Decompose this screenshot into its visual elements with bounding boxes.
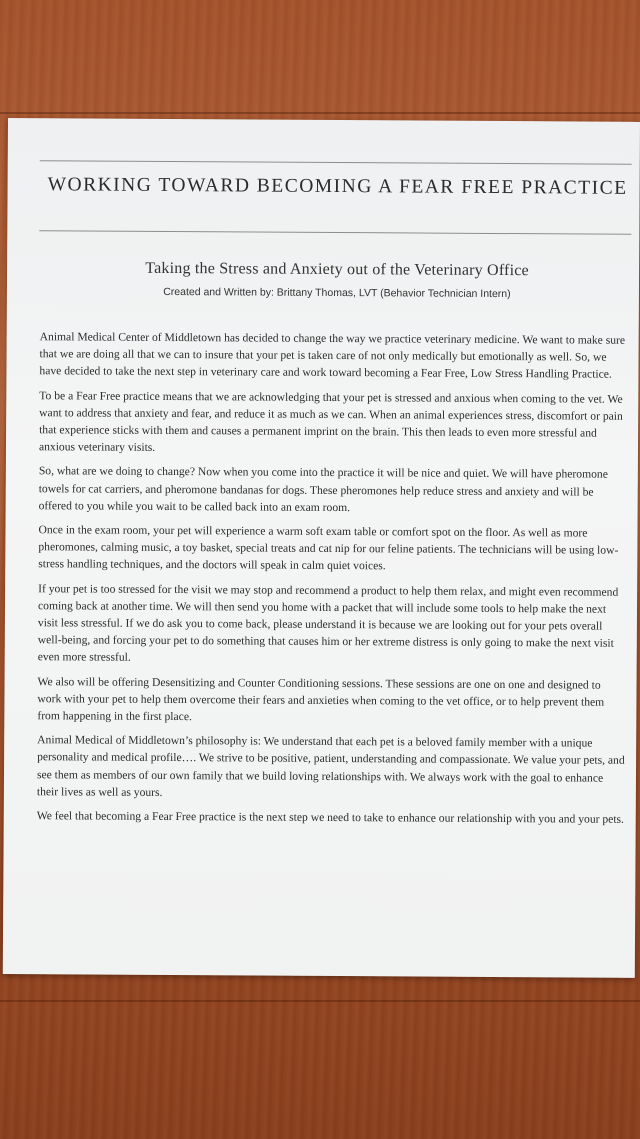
paragraph: So, what are we doing to change? Now when you come into the practice it will be nice and quiet. We will have pheromone towels for cat carriers, and pheromone bandanas for dogs. These pheromones help reduce stress and anxiety and will be offered to you while you wait to be called back into an exam room.	[38, 464, 608, 514]
paragraph: Once in the exam room, your pet will experience a warm soft exam table or comfort spot on the floor. As well as more pheromones, calming music, a toy basket, special treats and cat nip for our feline patients. The technicians will be using low-stress handling techniques, and the doctors will speak in calm quiet voices.	[38, 523, 619, 573]
title-underline-rule	[39, 230, 631, 235]
notice-subtitle: Taking the Stress and Anxiety out of the Veterinary Office	[145, 259, 529, 280]
paragraph: We feel that becoming a Fear Free practice is the next step we need to take to enhance our relationship with you and your pets.	[36, 809, 625, 826]
door-seam-top	[0, 112, 640, 114]
paragraph: If your pet is too stressed for the visit we may stop and recommend a product to help them relax, and might even recommend coming back at another time. We will then send you home with a packet that will include some tools to help make the next visit less stressful. If we do ask you to come back, please understand it is because we are looking out for your pets overall well-being, and forcing your pet to do something that causes him or her extreme distress is only going to make the next visit even more stressful.	[37, 581, 619, 665]
notice-title: WORKING TOWARD BECOMING A FEAR FREE PRACTICE	[47, 174, 628, 199]
paragraph: We also will be offering Desensitizing and Counter Conditioning sessions. These sessions are one on one and designed to work with your pet to help them overcome their fears and anxieties when coming to the vet office, or to help prevent them from happening in the first place.	[37, 674, 605, 724]
paragraph: Animal Medical of Middletown’s philosophy is: We understand that each pet is a beloved family member with a unique personality and medical profile…. We strive to be positive, patient, understanding and compassionate. We value your pets, and see them as members of our own family that we build loving relationships with. We always work with the goal to enhance their lives as well as yours.	[36, 733, 625, 799]
notice-paper	[3, 118, 640, 978]
paragraph: To be a Fear Free practice means that we are acknowledging that your pet is stressed and anxious when coming to the vet. We want to address that anxiety and fear, and reduce it as much as we can. When an animal experiences stress, discomfort or pain that experience sticks with them and causes a permanent imprint on the brain. This then leads to even more stressful and anxious veterinary visits.	[38, 388, 623, 455]
top-rule	[40, 160, 632, 165]
notice-body	[37, 328, 628, 835]
notice-credit: Created and Written by: Brittany Thomas, LVT (Behavior Technician Intern)	[163, 285, 511, 301]
door-seam-bottom	[0, 1000, 640, 1002]
paragraph: Animal Medical Center of Middletown has decided to change the way we practice veterinary medicine. We want to make sure that we are doing all that we can to insure that your pet is taken care of not only medically but emotionally as well. So, we have decided to take the next step in veterinary care and work toward becoming a Fear Free, Low Stress Handling Practice.	[39, 330, 626, 382]
